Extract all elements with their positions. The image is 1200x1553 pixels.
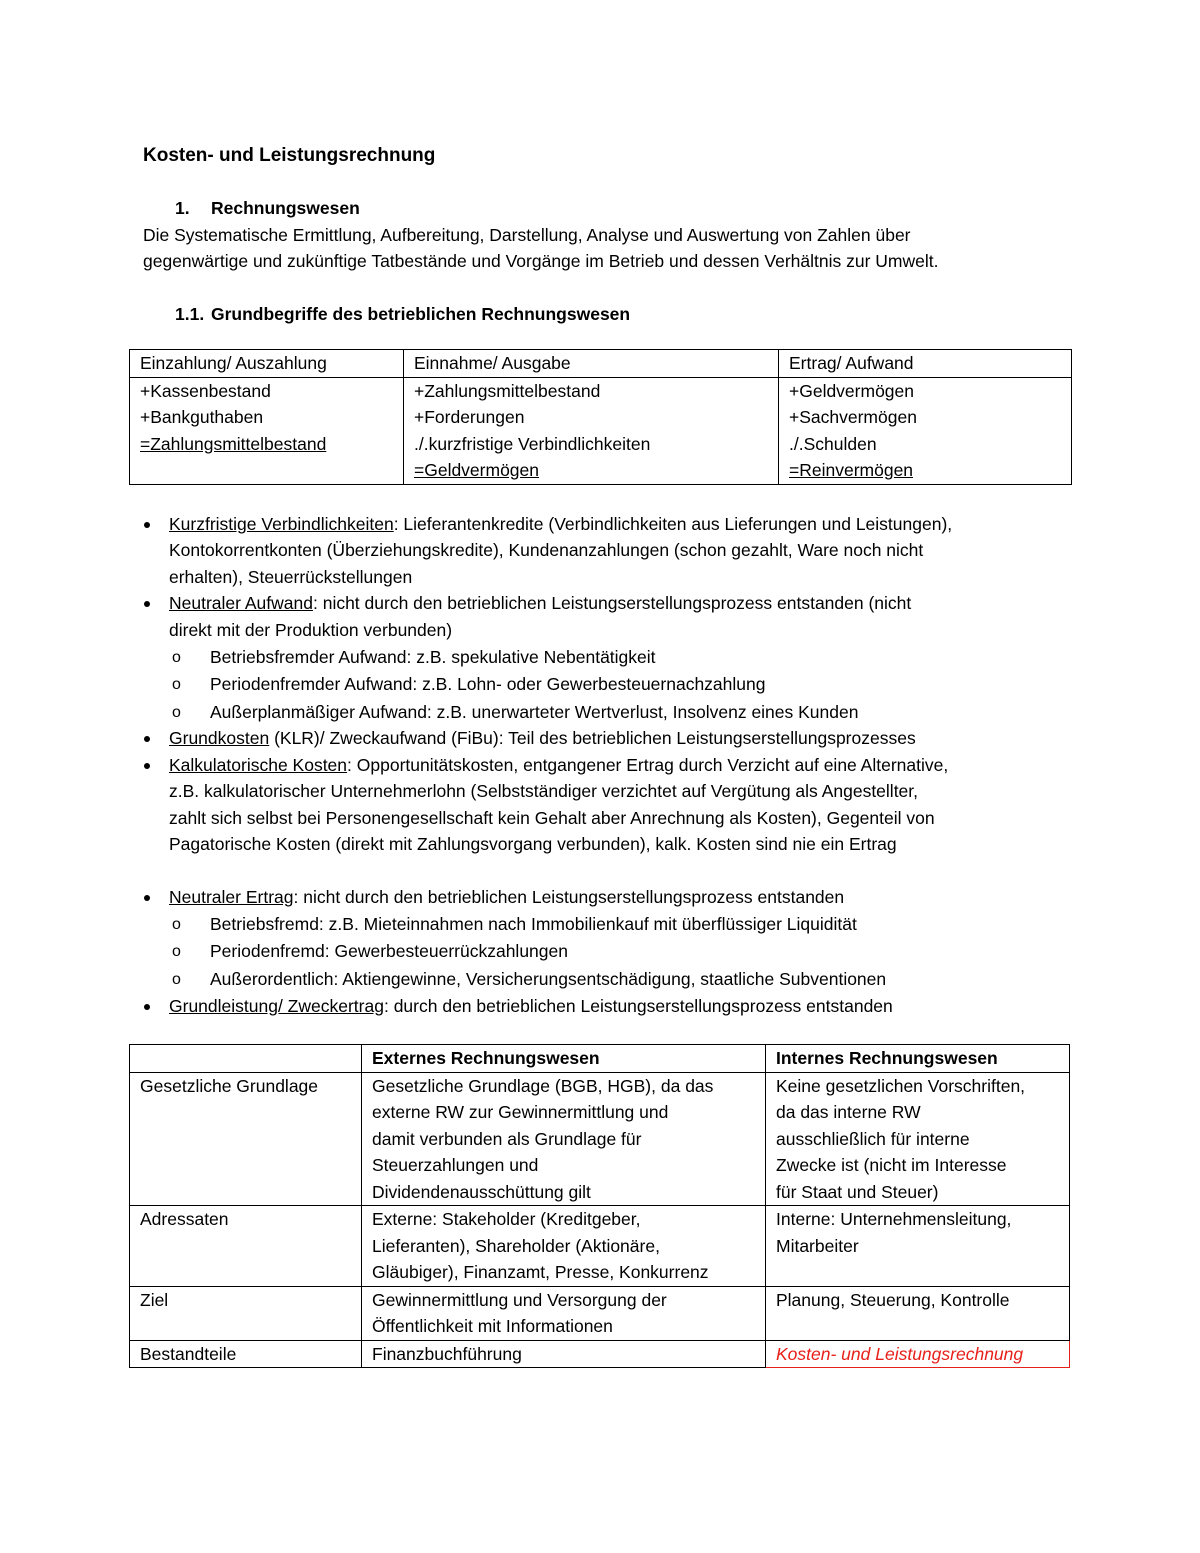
row-label: Bestandteile: [130, 1340, 362, 1368]
list-item-line: erhalten), Steuerrückstellungen: [169, 567, 413, 587]
cell-line: =Geldvermögen: [414, 460, 540, 480]
table-header-cell: Externes Rechnungswesen: [362, 1045, 766, 1073]
row-label: Adressaten: [130, 1206, 362, 1287]
list-item: [169, 993, 893, 1019]
row-label: Ziel: [130, 1286, 362, 1340]
cell-line: +Bankguthaben: [140, 407, 264, 427]
sub-list-item: Außerordentlich: Aktiengewinne, Versicherungsentschädigung, staatliche Subventionen: [210, 969, 887, 989]
list-item-line: Kontokorrentkonten (Überziehungskredite), Kundenanzahlungen (schon gezahlt, Ware noch nicht: [169, 540, 924, 560]
sub-bullet-icon: o: [172, 676, 181, 693]
cell-line: +Geldvermögen: [789, 380, 915, 401]
subsection-heading: Grundbegriffe des betrieblichen Rechnungswesen: [211, 304, 631, 324]
sub-bullet-icon: o: [172, 916, 181, 933]
cell-line: Planung, Steuerung, Kontrolle: [776, 1289, 1010, 1310]
section-number: 1.: [175, 198, 190, 218]
table-header-row: [130, 1045, 1070, 1073]
sub-list-item: Periodenfremd: Gewerbesteuerrückzahlungen: [210, 941, 568, 961]
definition: : durch den betrieblichen Leistungserstellungsprozess entstanden: [383, 996, 893, 1016]
sub-list-item: Periodenfremder Aufwand: z.B. Lohn- oder Gewerbesteuernachzahlung: [210, 674, 766, 694]
table-header-cell: Einnahme/ Ausgabe: [404, 350, 779, 378]
bullet-icon: [144, 1004, 150, 1010]
term: Neutraler Ertrag: [169, 887, 294, 907]
table-header-cell: [130, 1045, 362, 1073]
cell-line: Mitarbeiter: [776, 1235, 859, 1256]
sub-list-item: Betriebsfremd: z.B. Mieteinnahmen nach Immobilienkauf mit überflüssiger Liquidität: [210, 914, 857, 934]
table-cell: [362, 1206, 766, 1287]
term: Grundleistung/ Zweckertrag: [169, 996, 384, 1016]
table-header-cell: Ertrag/ Aufwand: [779, 350, 1072, 378]
cell-line: =Zahlungsmittelbestand: [140, 433, 327, 454]
table-row: [130, 1286, 1070, 1340]
cell-line: +Zahlungsmittelbestand: [414, 380, 601, 401]
sub-bullet-icon: o: [172, 649, 181, 666]
cell-line: für Staat und Steuer): [776, 1181, 939, 1202]
cell-line: Lieferanten), Shareholder (Aktionäre,: [372, 1235, 660, 1256]
cell-line: +Sachvermögen: [789, 407, 917, 427]
table-row: [130, 1072, 1070, 1206]
section-heading: Rechnungswesen: [211, 198, 360, 218]
definition: : nicht durch den betrieblichen Leistungserstellungsprozess entstanden (nicht: [312, 593, 912, 613]
table-header-cell: Internes Rechnungswesen: [766, 1045, 1070, 1073]
list-item-line: zahlt sich selbst bei Personengesellschaft kein Gehalt aber Anrechnung als Kosten), Gegenteil von: [169, 808, 935, 828]
bullet-icon: [144, 763, 150, 769]
row-label: Gesetzliche Grundlage: [130, 1072, 362, 1206]
list-item-line: direkt mit der Produktion verbunden): [169, 620, 453, 640]
bullet-icon: [144, 601, 150, 607]
paragraph-line: gegenwärtige und zukünftige Tatbestände und Vorgänge im Betrieb und dessen Verhältnis zur Umwelt.: [143, 251, 939, 271]
list-item: [169, 725, 916, 751]
table-cell: [404, 377, 779, 484]
table-cell: [766, 1072, 1070, 1206]
cell-line: Gläubiger), Finanzamt, Presse, Konkurrenz: [372, 1262, 709, 1282]
cell-line: +Forderungen: [414, 407, 525, 427]
list-item: [169, 590, 911, 616]
cell-line: Öffentlichkeit mit Informationen: [372, 1316, 613, 1336]
bullet-icon: [144, 895, 150, 901]
term: Kurzfristige Verbindlichkeiten: [169, 514, 394, 534]
table-row: [130, 1206, 1070, 1287]
sub-bullet-icon: o: [172, 971, 181, 988]
definition: : nicht durch den betrieblichen Leistungserstellungsprozess entstanden: [293, 887, 845, 907]
table-cell: [779, 377, 1072, 484]
page-title: Kosten- und Leistungsrechnung: [143, 145, 436, 166]
table-row: [130, 1340, 1070, 1368]
definition: : Lieferantenkredite (Verbindlichkeiten aus Lieferungen und Leistungen),: [393, 514, 953, 534]
list-item-line: Pagatorische Kosten (direkt mit Zahlungsvorgang verbunden), kalk. Kosten sind nie ein Ertrag: [169, 834, 897, 854]
list-item: [169, 752, 948, 778]
term: Kalkulatorische Kosten: [169, 755, 348, 775]
table-header-row: [130, 350, 1072, 378]
cell-line: Interne: Unternehmensleitung,: [776, 1209, 1012, 1229]
cell-line: Gewinnermittlung und Versorgung der: [372, 1289, 667, 1310]
cell-line: Steuerzahlungen und: [372, 1155, 539, 1175]
sub-bullet-icon: o: [172, 704, 181, 721]
table-cell: [362, 1072, 766, 1206]
definition: (KLR)/ Zweckaufwand (FiBu): Teil des betrieblichen Leistungserstellungsprozesses: [269, 728, 916, 748]
bullet-icon: [144, 522, 150, 528]
table-row: [130, 377, 1072, 484]
cell-line: ./.Schulden: [789, 433, 877, 454]
cell-line: da das interne RW: [776, 1102, 921, 1122]
table-cell: [766, 1286, 1070, 1340]
list-item: [169, 511, 952, 537]
cell-line: Keine gesetzlichen Vorschriften,: [776, 1075, 1026, 1096]
highlighted-cell: Kosten- und Leistungsrechnung: [766, 1340, 1070, 1368]
term: Grundkosten: [169, 728, 270, 748]
term: Neutraler Aufwand: [169, 593, 313, 613]
cell-line: externe RW zur Gewinnermittlung und: [372, 1102, 669, 1122]
comparison-table: [129, 1044, 1070, 1368]
concepts-table: [129, 349, 1072, 485]
cell-line: Zwecke ist (nicht im Interesse: [776, 1155, 1007, 1175]
definition: : Opportunitätskosten, entgangener Ertrag durch Verzicht auf eine Alternative,: [347, 755, 949, 775]
list-item: [169, 884, 844, 910]
cell-line: Gesetzliche Grundlage (BGB, HGB), da das: [372, 1075, 714, 1096]
table-cell: Finanzbuchführung: [362, 1340, 766, 1368]
table-cell: [362, 1286, 766, 1340]
cell-line: +Kassenbestand: [140, 380, 271, 401]
table-cell: [766, 1206, 1070, 1287]
sub-list-item: Außerplanmäßiger Aufwand: z.B. unerwarteter Wertverlust, Insolvenz eines Kunden: [210, 702, 859, 722]
sub-list-item: Betriebsfremder Aufwand: z.B. spekulative Nebentätigkeit: [210, 647, 656, 667]
table-header-cell: Einzahlung/ Auszahlung: [130, 350, 404, 378]
list-item-line: z.B. kalkulatorischer Unternehmerlohn (Selbstständiger verzichtet auf Vergütung als Angestellter,: [169, 781, 919, 801]
cell-line: Externe: Stakeholder (Kreditgeber,: [372, 1209, 641, 1229]
subsection-number: 1.1.: [175, 304, 205, 324]
sub-bullet-icon: o: [172, 943, 181, 960]
cell-line: ./.kurzfristige Verbindlichkeiten: [414, 433, 651, 454]
table-cell: [130, 377, 404, 484]
cell-line: Dividendenausschüttung gilt: [372, 1181, 591, 1202]
paragraph-line: Die Systematische Ermittlung, Aufbereitung, Darstellung, Analyse und Auswertung von Zahlen über: [143, 225, 911, 245]
cell-line: ausschließlich für interne: [776, 1128, 970, 1149]
cell-line: damit verbunden als Grundlage für: [372, 1128, 642, 1149]
cell-line: =Reinvermögen: [789, 460, 914, 480]
bullet-icon: [144, 736, 150, 742]
